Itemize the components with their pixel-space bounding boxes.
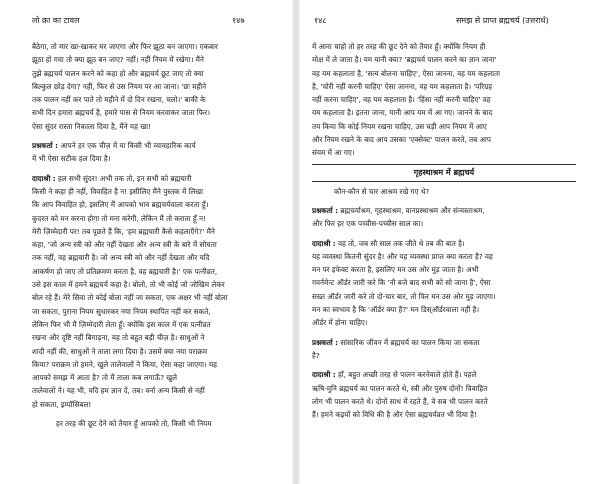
- text-line: हैं। हमने कइयों को विधि की है और ऐसा ब्रह्मचर्यव्रत भी दिया है!: [312, 410, 477, 420]
- text-line: शादी नहीं की, साधुओं ने ताला लगा दिया है। उसमें क्या नया पराक्रम: [32, 346, 208, 356]
- text-line: सभी दिन हमारा ब्रह्मचर्य है, हमारे पास से नियम करवाकर जाता फिर।: [32, 108, 210, 118]
- left-running-title: लो क्रा का टावल: [32, 16, 80, 25]
- text-line: सख्त ऑर्डर जारी करे तो दो-चार बार, तो फिर मन उस ओर मुड़ जाएगा।: [312, 291, 496, 301]
- speaker-label: प्रश्नकर्ता :: [312, 205, 339, 215]
- text-line: मोक्ष में ले जाता है। यम यानी क्या? 'ब्रह्मचर्य पालन करने का ज्ञान जाना': [312, 55, 497, 65]
- text-line: हर तरह की छूट देने को तैयार हूँ आपको तो, किसी भी नियम: [56, 419, 212, 429]
- text-line: लेकिन फिर भी मैं ज़िम्मेदारी लेता हूँ। क्योंकि इस काल में एक पत्नीव्रत: [32, 319, 211, 329]
- text-line: दादाश्री : हाँ, बहुत अच्छी तरह से पालन करनेवाले होते हैं। पहले: [312, 370, 477, 380]
- text-line: नहीं करना चाहिए', वह यम कहलाता है। 'हिंसा नहीं करनी चाहिए' वह: [312, 95, 491, 105]
- text-line: मन का स्वभाव है कि 'ऑर्डर क्या है?' मन डिस्ऑर्डरवाला नहीं है।: [312, 305, 480, 315]
- text-line: है, 'चोरी नहीं करनी चाहिए' ऐसा जानना, वह यम कहलाता है। 'परिग्रह: [312, 81, 493, 91]
- left-page: [0, 0, 292, 484]
- speaker-label: प्रश्नकर्ता :: [32, 141, 59, 151]
- paragraph: [312, 40, 576, 160]
- text-line: कहा, 'जो अन्य स्त्री को और नहीं देखता और अन्य स्त्री के बारे में सोचता: [32, 240, 217, 250]
- text-line: तय किया कि कोई नियम रखना चाहिए, उस घड़ी आप नियम में आए: [312, 121, 487, 131]
- text-line: आपको समझ में आता है? तो मैं ताला कब लगाऊँ? खुले: [32, 373, 178, 383]
- text-line: लोग भी पालन करते थे। दोनों साथ में रहते हैं, वे सब भी पालन करते: [312, 396, 488, 406]
- text-line: कि आप विवाहित हो, इसलिए मैं आपको भाव ब्रह्मचर्यवाला करता हूँ।: [32, 200, 209, 210]
- paragraph: [32, 40, 280, 133]
- speaker-label: दादाश्री :: [312, 238, 336, 248]
- text-line: में आना चाहो तो हर तरह की छूट देने को तैयार हूँ। क्योंकि नियम ही: [312, 42, 486, 51]
- text-line: संयम में आ गए।: [312, 148, 355, 158]
- text-line: ऐसा सुंदर रास्ता निकाला दिया है, मैंने यह खा!: [32, 121, 151, 131]
- speaker-label: दादाश्री :: [32, 173, 56, 183]
- section-question: कौन-कौन से चार आश्रम रखे गए थे?: [334, 186, 430, 196]
- text-line: हो सकता, इम्पॉसिबल!: [32, 399, 92, 409]
- left-page-body: [32, 40, 280, 430]
- text-line: रखना और दृष्टि नहीं बिगाड़ना, यह तो बहुत बड़ी चीज़ है। साधुओं ने: [32, 333, 205, 343]
- text-line: वह यम कहलाता है, 'सत्य बोलना चाहिए', ऐसा जानना, वह यम कहलाता: [312, 68, 500, 78]
- text-line: तुझे ब्रह्मचर्य पालन करने को कहा हो और ब्रह्मचर्य छूट जाए तो क्या: [32, 68, 204, 78]
- text-line: में भी ऐसा सटीक हल दिया है।: [32, 154, 111, 164]
- section-heading: गृहस्थाश्रम में ब्रह्मचर्य: [413, 167, 475, 177]
- text-line: है?: [312, 350, 320, 360]
- text-line: तालेवालों ने। यह भी, यदि हम ज्ञान दें, तब। वर्ना अन्य किसी से नहीं: [32, 386, 205, 396]
- text-line: झूठा हो गया तो क्या झूठ बन जाए? नहीं। नहीं नियम में रखेगा। मैंने: [32, 55, 204, 65]
- question-block: [32, 139, 280, 166]
- text-line: उसे इस काल में हमने ब्रह्मचर्य कहा है। बोलो, तो भी कोई जो जोखिम लेकर: [32, 280, 225, 290]
- text-line: बैठेगा, तो मार खा-खाकर मर जाएगा और फिर झूठा बन जाएगा। एकबार: [32, 42, 218, 51]
- text-line: प्रश्नकर्ता : सांसारिक जीवन में ब्रह्मचर्य का पालन किया जा सकता: [312, 337, 480, 347]
- right-page-body: [312, 40, 576, 421]
- book-gutter: [292, 0, 300, 484]
- text-line: और नियम रखने के बाद आप उसका 'एक्सेक्ट' पालन करते, तब आप: [312, 135, 491, 145]
- answer-block: [312, 237, 576, 330]
- text-line: ऑर्डर में होना चाहिए।: [312, 318, 368, 328]
- question-block: [312, 336, 576, 363]
- text-line: दादाश्री : हल सभी सुंदर! अभी तक तो, इन सभी को ब्रह्मचारी: [32, 173, 192, 183]
- right-running-title: समझ से प्राप्त ब्रह्मचर्य (उत्तरार्ध): [456, 16, 549, 25]
- right-page-number: १४८: [314, 16, 327, 25]
- text-line: और फिर हर एक पच्चीस-पच्चीस साल का।: [312, 219, 424, 229]
- text-line: दादाश्री : वह तो, जब सौ साल तक जीते थे तब की बात है।: [312, 238, 465, 248]
- text-line: किया? पराक्रम तो हमने, खुले तालेवालों ने किया, ऐसा कहा जाएगा। यह: [32, 359, 217, 369]
- text-line: ऋषि-मुनि ब्रह्मचर्य का पालन करते थे, स्त्री और पुरुष दोनों! विवाहित: [312, 383, 488, 393]
- right-page: [300, 0, 599, 484]
- text-line: जा सकता, पुराना नियम सुधारकर नया नियम स्थापित नहीं कर सकते,: [32, 306, 211, 316]
- text-line: किसी ने कहा ही नहीं, विवाहित है न! इसीलिए मैंने पुस्तक में लिखा: [32, 186, 204, 196]
- text-line: कुदरत को मन करना होगा तो मना करेगी, लेकिन मैं तो कराता हूँ न!: [32, 213, 206, 223]
- text-line: मन पर इफेक्ट करता है, इसलिए मन उस ओर मुड़ जाता है। अभी: [312, 265, 479, 275]
- text-line: बिल्कुल छोड़ देगा? नहीं, फिर से उस नियम पर आ जाना। 'छः महीने: [32, 81, 207, 91]
- answer-block: [32, 172, 280, 411]
- answer-block: [312, 368, 576, 421]
- speaker-label: दादाश्री :: [312, 370, 336, 380]
- left-page-number: १४७: [232, 16, 245, 25]
- speaker-label: प्रश्नकर्ता :: [312, 337, 339, 347]
- question-block: [312, 204, 576, 231]
- text-line: यम कहलाता है। इतना जाना, यानी आप यम में आ गए। जानने के बाद: [312, 108, 493, 118]
- text-line: तक नहीं, वह ब्रह्मचारी है। जो अन्य स्त्री को और नहीं देखता और यदि: [32, 253, 210, 263]
- text-line: प्रश्नकर्ता : ब्रह्मचर्याश्रम, गृहस्थाश्रम, वानप्रस्थाश्रम और संन्यस्ताश्रम,: [312, 205, 485, 215]
- text-line: तक पालन नहीं कर पाते तो महीने में दो दिन रखना, चलो।' बाकी के: [32, 95, 206, 105]
- text-line: आकर्षण हो जाए तो प्रतिक्रमण करता है, वह ब्रह्मचारी है।' एक पत्नीव्रत,: [32, 266, 218, 276]
- text-line: प्रश्नकर्ता : आपने हर एक चीज़ में या किसी भी व्यावहारिक कार्य: [32, 141, 196, 151]
- text-line: गवर्नमेन्ट ऑर्डर जारी करे कि 'नौ बजे बाद सभी को सो जाना है', ऐसा: [312, 278, 491, 288]
- text-line: यह व्यवस्था कितनी सुंदर है! और यह व्यवस्था प्राप्त क्या करता है? वह: [312, 251, 493, 261]
- text-line: मेरी ज़िम्मेदारी पर! तब पूछते हैं कि, 'हम ब्रह्मचारी कैसे कहलाएँगे?' मैंने: [32, 226, 215, 236]
- text-line: बोल रहे हैं। मेरे सिवा तो कोई बोला नहीं जा सकता, एक अक्षर भी नहीं बोला: [32, 293, 228, 303]
